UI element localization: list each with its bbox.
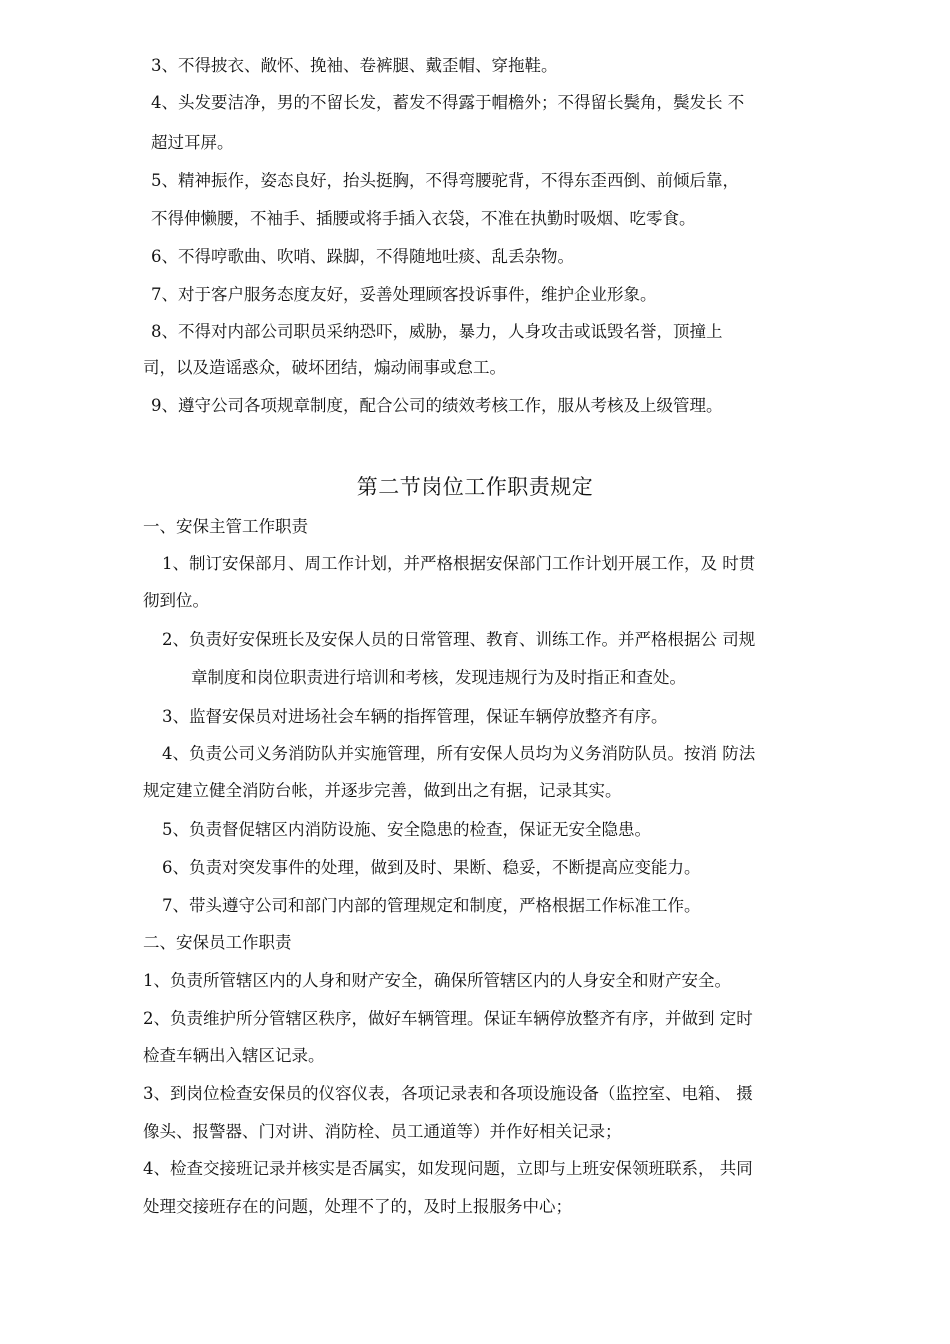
supervisor-duty-1-line-1: 1、制订安保部月、周工作计划，并严格根据安保部门工作计划开展工作，及 时贯	[162, 554, 756, 573]
rule-5-line-2: 不得伸懒腰，不袖手、插腰或将手插入衣袋，不准在执勤时吸烟、吃零食。	[151, 209, 696, 228]
supervisor-duty-4-line-1: 4、负责公司义务消防队并实施管理，所有安保人员均为义务消防队员。按消 防法	[162, 744, 756, 763]
section-title: 第二节岗位工作职责规定	[356, 475, 594, 499]
supervisor-duty-3: 3、监督安保员对进场社会车辆的指挥管理，保证车辆停放整齐有序。	[162, 707, 668, 726]
guard-duty-4-line-2: 处理交接班存在的问题，处理不了的，及时上报服务中心；	[143, 1197, 572, 1216]
rule-9: 9、遵守公司各项规章制度，配合公司的绩效考核工作，服从考核及上级管理。	[151, 396, 723, 415]
rule-5-line-1: 5、精神振作，姿态良好，抬头挺胸，不得弯腰驼背，不得东歪西倒、前倾后靠，	[151, 171, 739, 190]
guard-duty-3-line-1: 3、到岗位检查安保员的仪容仪表，各项记录表和各项设施设备（监控室、电箱、 摄	[143, 1084, 753, 1103]
rule-6: 6、不得哼歌曲、吹哨、跺脚，不得随地吐痰、乱丢杂物。	[151, 247, 574, 266]
guard-duty-2-line-2: 检查车辆出入辖区记录。	[143, 1046, 325, 1065]
supervisor-duty-6: 6、负责对突发事件的处理，做到及时、果断、稳妥，不断提高应变能力。	[162, 858, 701, 877]
supervisor-duty-1-line-2: 彻到位。	[143, 591, 209, 610]
guard-duty-4-line-1: 4、检查交接班记录并核实是否属实，如发现问题，立即与上班安保领班联系， 共同	[143, 1159, 753, 1178]
rule-8-line-2: 司，以及造谣惑众，破坏团结，煽动闹事或怠工。	[143, 358, 506, 377]
guard-duty-1: 1、负责所管辖区内的人身和财产安全，确保所管辖区内的人身安全和财产安全。	[143, 971, 731, 990]
guard-section-title: 二、安保员工作职责	[143, 933, 292, 952]
rule-4-line-1: 4、头发要洁净，男的不留长发，蓄发不得露于帽檐外；不得留长鬓角，鬓发长 不	[151, 93, 745, 112]
supervisor-duty-4-line-2: 规定建立健全消防台帐，并逐步完善，做到出之有据，记录其实。	[143, 781, 622, 800]
supervisor-duty-5: 5、负责督促辖区内消防设施、安全隐患的检查，保证无安全隐患。	[162, 820, 651, 839]
rule-3: 3、不得披衣、敞怀、挽袖、卷裤腿、戴歪帽、穿拖鞋。	[151, 56, 558, 75]
guard-duty-2-line-1: 2、负责维护所分管辖区秩序，做好车辆管理。保证车辆停放整齐有序，并做到 定时	[143, 1009, 753, 1028]
supervisor-section-title: 一、安保主管工作职责	[143, 517, 308, 536]
supervisor-duty-2-line-2: 章制度和岗位职责进行培训和考核，发现违规行为及时指正和查处。	[191, 668, 686, 687]
rule-7: 7、对于客户服务态度友好，妥善处理顾客投诉事件，维护企业形象。	[151, 285, 657, 304]
supervisor-duty-2-line-1: 2、负责好安保班长及安保人员的日常管理、教育、训练工作。并严格根据公 司规	[162, 630, 756, 649]
supervisor-duty-7: 7、带头遵守公司和部门内部的管理规定和制度，严格根据工作标准工作。	[162, 896, 701, 915]
guard-duty-3-line-2: 像头、报警器、门对讲、消防栓、员工通道等）并作好相关记录；	[143, 1122, 622, 1141]
rule-4-line-2: 超过耳屏。	[151, 133, 234, 152]
rule-8-line-1: 8、不得对内部公司职员采纳恐吓，威胁，暴力，人身攻击或诋毁名誉，顶撞上	[151, 322, 723, 341]
